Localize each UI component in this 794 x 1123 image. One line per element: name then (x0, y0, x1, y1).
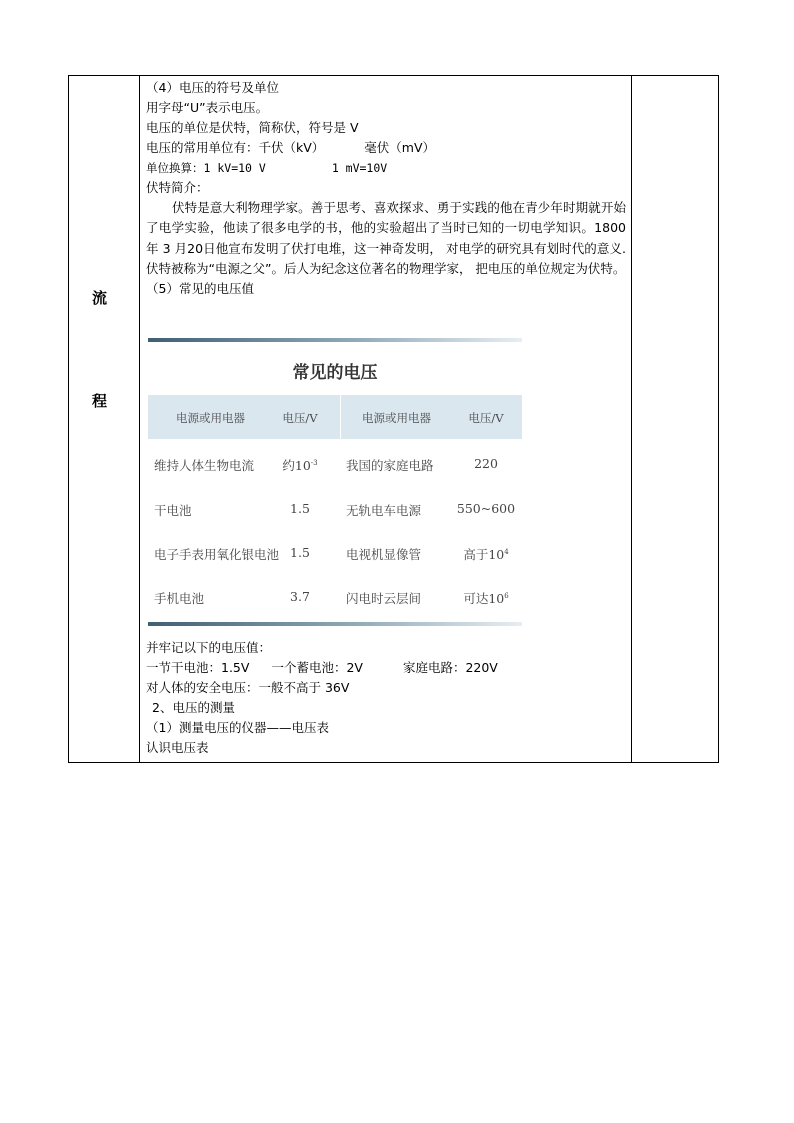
side-label-char-2: 程 (92, 392, 108, 410)
table-top-bar (148, 338, 522, 342)
text-dry-cell: 一节干电池：1.5V (146, 660, 250, 675)
heading-symbol-unit: （4）电压的符号及单位 (146, 80, 279, 95)
header-voltage-2: 电压/V (468, 411, 504, 425)
heading-common-voltages: （5）常见的电压值 (146, 281, 254, 297)
row1-voltage-2: 220 (474, 456, 498, 471)
header-device-1: 电源或用电器 (176, 411, 245, 425)
text-unit-conversion (146, 158, 626, 178)
row1-device-2: 我国的家庭电路 (346, 458, 434, 473)
row3-voltage-2-exp: 4 (504, 548, 509, 556)
table-title: 常见的电压 (292, 363, 378, 383)
header-voltage-1: 电压/V (282, 411, 318, 425)
table-bottom-bar (148, 622, 522, 626)
paragraph-volta-bio: 伏特是意大利物理学家。善于思考、喜欢探求、勇于实践的他在青少年时期就开始了电学实验，他读了很多电学的书，他的实验超出了当时已知的一切电学知识。1800年 3 月20日他宣布发明了伏打电堆，这一神奇发明， 对电学的研究具有划时代的意义.伏特被称为“电源之父”。后人为纪念这位著名的物理学家， 把电压的单位规定为伏特。 (146, 200, 626, 276)
row4-device-1: 手机电池 (154, 591, 205, 606)
row3-voltage-2-base: 高于10 (463, 547, 505, 562)
row1-voltage-1-exp: -3 (310, 459, 318, 467)
row1-voltage-1-base: 约10 (282, 458, 311, 473)
heading-voltage-measurement: 2、电压的测量 (152, 700, 235, 715)
row2-voltage-2: 550~600 (456, 501, 516, 516)
row2-device-2: 无轨电车电源 (346, 503, 422, 518)
row2-voltage-1: 1.5 (290, 501, 310, 516)
row3-device-1: 电子手表用氧化银电池 (154, 547, 280, 562)
row4-voltage-2-exp: 6 (504, 592, 509, 600)
row4-device-2: 闪电时云层间 (346, 591, 422, 606)
common-voltage-table (148, 338, 522, 628)
column-divider-left (139, 76, 140, 762)
heading-volta-intro: 伏特简介： (146, 180, 209, 195)
text-remember-values: 并牢记以下的电压值： (146, 640, 272, 655)
row3-voltage-1: 1.5 (290, 545, 310, 560)
side-label-char-1: 流 (92, 289, 108, 307)
text-know-voltmeter: 认识电压表 (146, 740, 209, 755)
text-letter-u: 用字母“U”表示电压。 (146, 100, 269, 115)
header-device-2: 电源或用电器 (362, 411, 431, 425)
text-voltage-values (146, 658, 626, 678)
row4-voltage-2 (456, 589, 516, 607)
column-divider-right (631, 76, 632, 762)
lesson-content-lower (146, 638, 626, 758)
header-separator (340, 395, 341, 439)
text-millivolt: 毫伏（mV） (364, 140, 436, 155)
row4-voltage-2-base: 可达10 (463, 591, 505, 606)
text-kv-conversion: 单位换算：1 kV=10 V (146, 161, 266, 175)
text-mv-conversion: 1 mV=10V (331, 161, 388, 175)
text-household: 家庭电路：220V (402, 660, 498, 675)
row2-device-1: 干电池 (154, 503, 192, 518)
text-common-units (146, 138, 626, 158)
text-unit-volt: 电压的单位是伏特，简称伏，符号是 V (146, 120, 359, 135)
row4-voltage-1: 3.7 (290, 589, 310, 604)
row3-device-2: 电视机显像管 (346, 547, 422, 562)
heading-voltmeter: （1）测量电压的仪器——电压表 (146, 720, 329, 735)
text-safe-voltage: 对人体的安全电压：一般不高于 36V (146, 680, 350, 695)
lesson-content (146, 78, 626, 299)
row3-voltage-2 (456, 545, 516, 563)
text-kilovolt: 电压的常用单位有：千伏（kV） (146, 140, 325, 155)
row1-device-1: 维持人体生物电流 (154, 458, 255, 473)
row1-voltage-1 (270, 456, 330, 474)
text-battery: 一个蓄电池：2V (271, 660, 363, 675)
